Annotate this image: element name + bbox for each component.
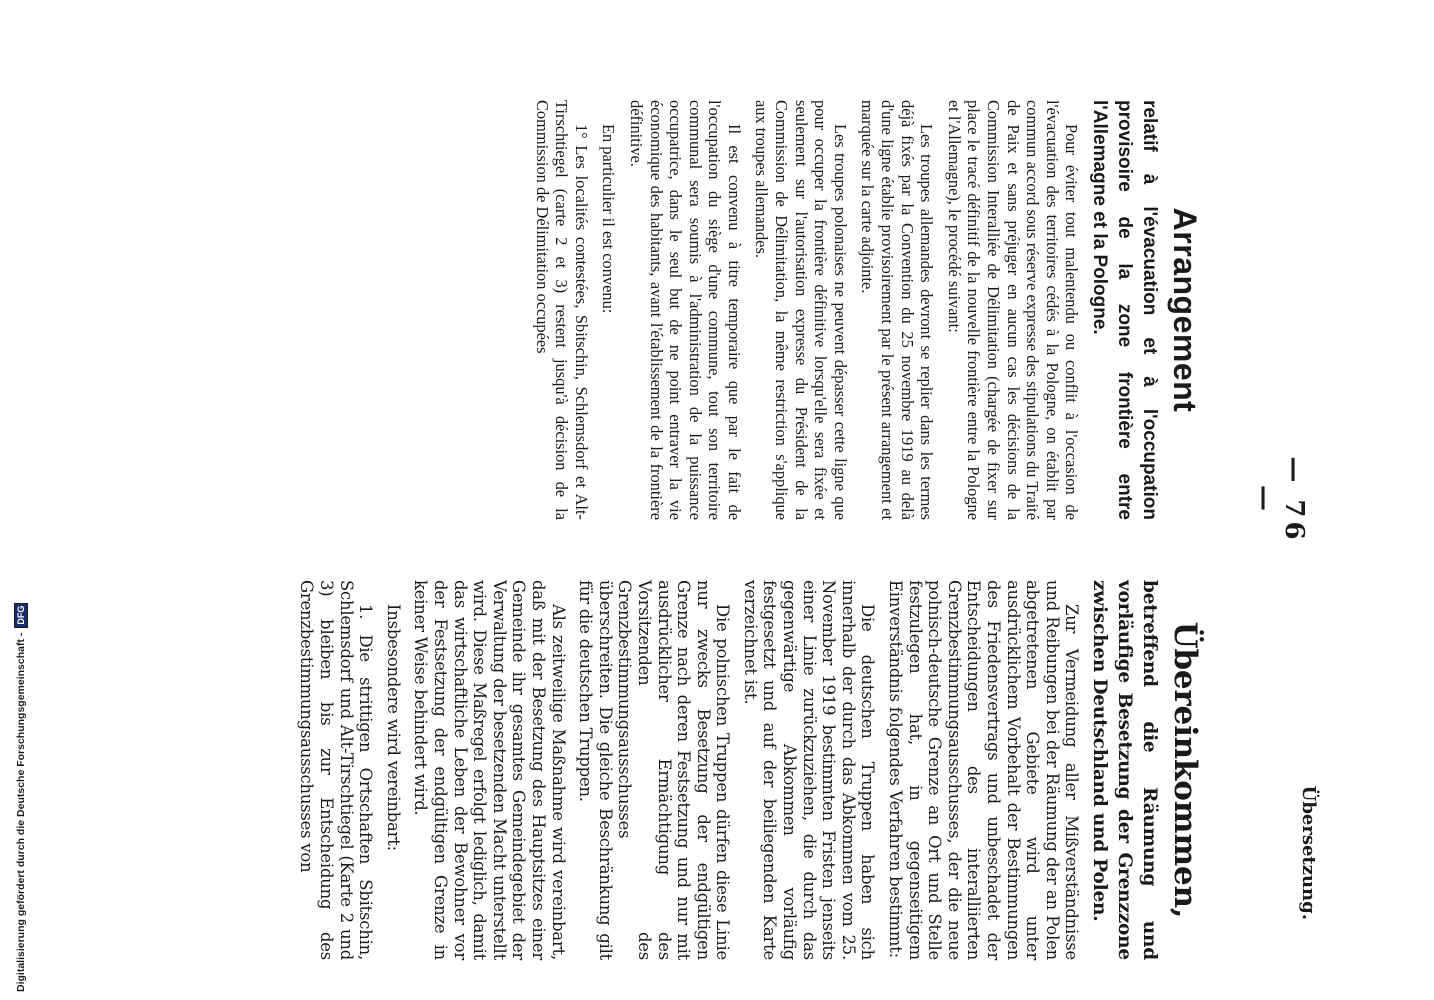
german-subtitle: betreffend die Räumung und vorläufige Besetzung der Grenzzone zwischen Deutschland und Polen.: [1089, 580, 1161, 960]
german-paragraph: 1. Die strittigen Ortschaften Sbitschin, Schlemsdorf und Alt-Tirschtiegel (Karte 2 und 3) bleiben bis zur Entscheidung des Grenzbestimmungsausschusses von: [297, 580, 376, 960]
german-paragraph: Insbesondere wird vereinbart:: [383, 604, 403, 851]
dfg-logo-icon: DFG: [14, 603, 28, 628]
german-paragraph: Die polnischen Truppen dürfen diese Linie nur zwecks Besetzung der endgültigen Grenze nach deren Festsetzung und nur mit ausdrücklicher Ermächtigung des Vorsitzenden des Grenzbestimmungsausschusses überschreiten. Die gleiche Beschränkung gilt für die deutschen Truppen.: [576, 580, 733, 960]
french-paragraph: Il est convenu à titre temporaire que par le fait de l'occupation du siège d'une commune, tout son territoire communal sera soumis à l'administration de la puissance occupatrice, dans le seul but de ne point entraver la vie économique des habitants, avant l'établissement de la frontière définitive.: [626, 100, 744, 520]
french-paragraph: En particulier il est convenu:: [599, 124, 619, 314]
german-title: Übereinkommen,: [1167, 621, 1203, 919]
german-paragraph: Die deutschen Truppen haben sich innerhalb der durch das Abkommen vom 25. November 1919 bestimmten Fristen jenseits einer Linie zurückzuziehen, die durch das gegenwärtige Abkommen vorläufig festgesetzt und auf der beiliegenden Karte verzeichnet ist.: [740, 580, 878, 960]
german-paragraph: Als zeitweilige Maßnahme wird vereinbart, daß mit der Besetzung des Hauptsitzes einer Gemeinde ihr gesamtes Gemeindegebiet der Verwaltung der besetzenden Macht unterstellt wird. Diese Maßregel erfolgt lediglich, damit das wirtschaftliche Leben der Bewohner vor der Festsetzung der endgültigen Grenze in keiner Weise behindert wird.: [411, 580, 568, 960]
german-paragraph: Zur Vermeidung aller Mißverständnisse und Reibungen bei der Räumung der an Polen abgetretenen Gebiete wird unter ausdrücklichem Vorbehalt der Bestimmungen des Friedensvertrags und unbeschadet der Entscheidungen des interalliierten Grenzbestimmungsausschusses, der die neue polnisch-deutsche Grenze an Ort und Stelle festzulegen hat, in gegenseitigem Einverständnis folgendes Verfahren bestimmt:: [886, 580, 1082, 960]
digitization-credit: [0, 0, 27, 1000]
french-paragraph: 1° Les localités contestées, Sbitschin, Schlemsdorf et Alt-Tirschtiegel (carte 2 et 3) restent jusqu'à décision de la Commission de Délimitation occupées: [532, 100, 591, 520]
french-subtitle: relatif à l'évacuation et à l'occupation provisoire de la zone frontière entre l'Allemagne et la Pologne.: [1089, 100, 1161, 520]
french-paragraph: Pour éviter tout malentendu ou conflit à l'occasion de l'évacuation des territoires cédés à la Pologne, on établit par commun accord sous réserve expresse des stipulations du Traité de Paix et sans préjuger en aucun cas les décisions de la Commission Interalliée de Délimitation (chargée de fixer sur place le tracé définitif de la nouvelle frontière entre la Pologne et l'Allemagne), le procédé suivant:: [944, 100, 1082, 520]
french-paragraph: Les troupes allemandes devront se replier dans les termes déjà fixés par la Convention du 25 novembre 1919 au delà d'une ligne établie provisoirement par le présent arrangement et marquée sur la carte adjointe.: [858, 100, 937, 520]
credit-text: Digitalisierung gefördert durch die Deutsche Forschungsgemeinschaft -: [15, 632, 27, 992]
french-column: [524, 100, 1203, 520]
page-number: — 76 —: [1249, 456, 1309, 544]
german-column: [289, 580, 1203, 960]
french-title: Arrangement: [1167, 207, 1203, 413]
french-paragraph: Les troupes polonaises ne peuvent dépasser cette ligne que pour occuper la frontière définitive lorsqu'elle sera fixée et seulement sur l'autorisation expresse du Président de la Commission de Délimitation, la même restriction s'applique aux troupes allemandes.: [752, 100, 850, 520]
translation-label: Übersetzung.: [1298, 785, 1319, 920]
